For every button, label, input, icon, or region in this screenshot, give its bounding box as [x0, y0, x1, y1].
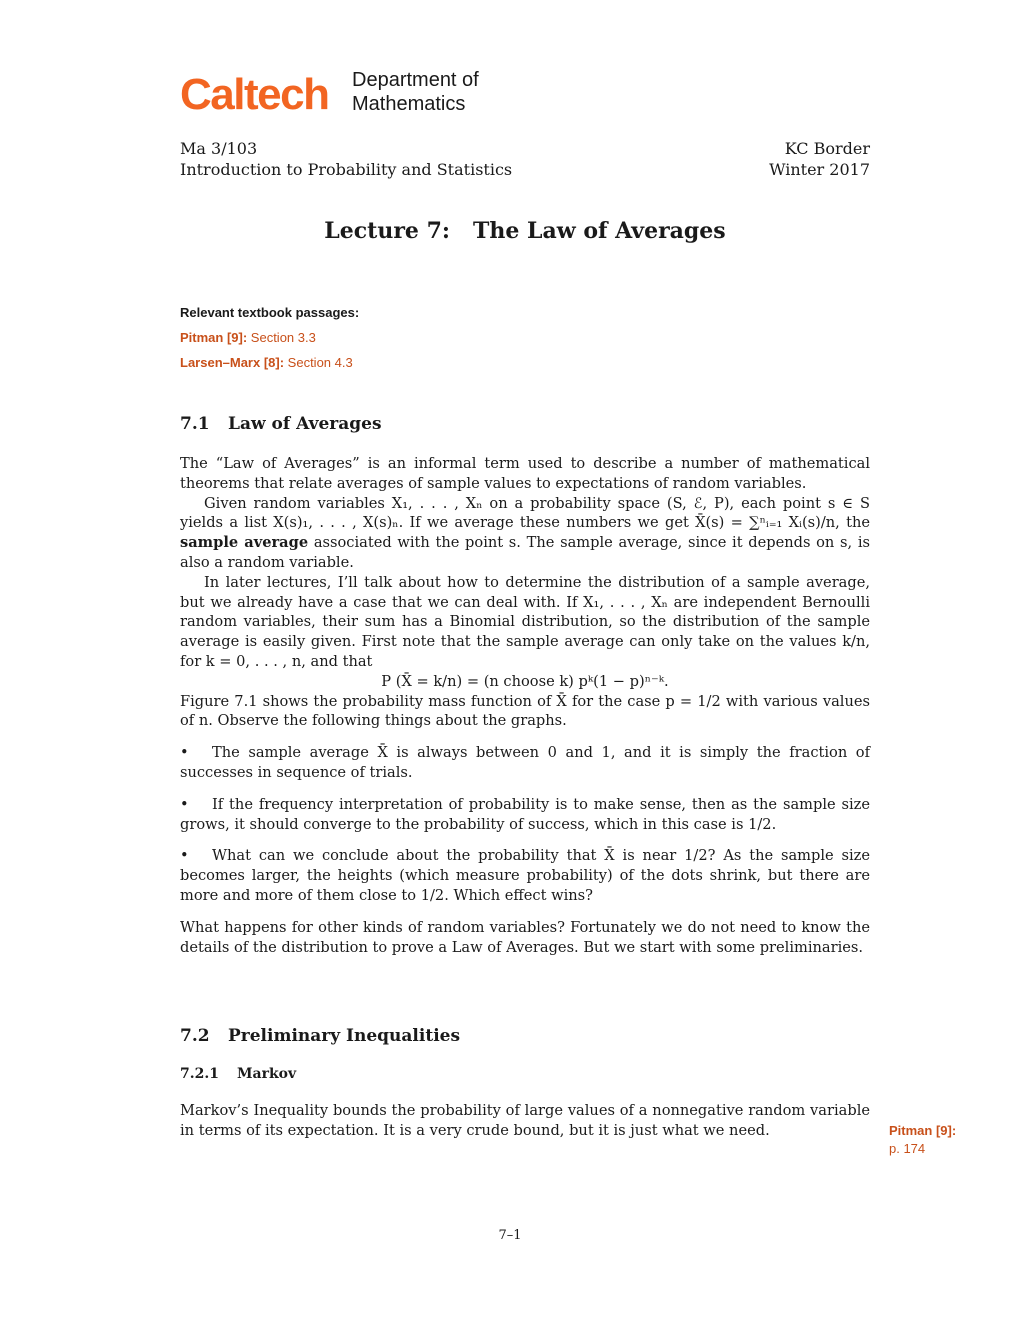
bullet-icon: • [180, 795, 189, 813]
bullet-icon: • [180, 744, 189, 762]
lecture-title: Lecture 7: The Law of Averages [324, 218, 726, 244]
ref-label[interactable]: Pitman [9]: [180, 330, 248, 345]
section-7-2-1-body [180, 1101, 870, 1141]
list-item [180, 795, 870, 835]
author-name: KC Border [784, 139, 870, 158]
course-number: Ma 3/103 [180, 139, 258, 158]
paragraph: What happens for other kinds of random variables? Fortunately we do not need to know the details of the distribution to prove a Law of Averages. But we start with some preliminaries. [180, 918, 870, 956]
binomial-formula: P (X̄ = k/n) = (n choose k) pᵏ(1 − p)ⁿ⁻ᵏ. [381, 672, 669, 690]
text-span: associated with the point s. The sample average, since it depends on s, is also a random variable. [180, 534, 870, 571]
term: Winter 2017 [769, 160, 870, 179]
section-title: Preliminary Inequalities [228, 1026, 461, 1046]
paragraph: In later lectures, I’ll talk about how to determine the distribution of a sample average, but we already have a case that we can deal with. If X₁, . . . , Xₙ are independent Bernoulli random variables, their sum has a Binomial distribution, so the distribution of the sample average is easily given. First note that the sample average can only take on the values k/n, for k = 0, . . . , n, and that [180, 573, 870, 670]
margin-page: p. 174 [889, 1141, 926, 1156]
relevant-heading: Relevant textbook passages: [180, 305, 360, 320]
caltech-logo: Caltech [180, 70, 329, 119]
section-number: 7.1 [180, 414, 210, 434]
subsection-number: 7.2.1 [180, 1066, 219, 1082]
paragraph [180, 494, 870, 573]
list-item [180, 743, 870, 783]
list-item [180, 846, 870, 905]
department-name [352, 68, 479, 116]
relevant-passages [180, 300, 359, 375]
bullet-icon: • [180, 847, 189, 865]
ref-label[interactable]: Larsen–Marx [8]: [180, 355, 285, 370]
text-span: What can we conclude about the probability that X̄ is near 1/2? As the sample size becomes larger, the heights (which measure probability) of the dots shrink, but there are more and more of them close to 1/2. Which effect wins? [180, 847, 870, 904]
text-span: If the frequency interpretation of probability is to make sense, then as the sample size grows, it should converge to the probability of success, which in this case is 1/2. [180, 795, 870, 833]
section-title: Law of Averages [228, 414, 382, 434]
ref-pitman [180, 325, 359, 350]
text-span: Given random variables X₁, . . . , Xₙ on a probability space (S, ℰ, P), each point s ∈ S yields a list X(s)₁, . . . , X(s)ₙ. If we average these numbers we get X̄(s) = ∑ⁿᵢ₌₁ Xᵢ(s)/n, the [180, 494, 870, 532]
author-info [769, 138, 870, 180]
term-sample-average: sample average [180, 534, 309, 552]
paragraph: Figure 7.1 shows the probability mass function of X̄ for the case p = 1/2 with various values of n. Observe the following things about the graphs. [180, 692, 870, 730]
dept-line-1: Department of [352, 69, 479, 91]
ref-section: Section 4.3 [287, 355, 353, 370]
margin-ref[interactable]: Pitman [9]: [889, 1123, 957, 1138]
section-heading-7-2 [180, 1026, 460, 1046]
section-heading-7-1 [180, 414, 382, 434]
paragraph: The “Law of Averages” is an informal term used to describe a number of mathematical theorems that relate averages of sample values to expectations of random variables. [180, 455, 870, 492]
dept-line-2: Mathematics [352, 93, 466, 115]
paragraph: Markov’s Inequality bounds the probability of large values of a nonnegative random variable in terms of its expectation. It is a very crude bound, but it is just what we need. [180, 1102, 870, 1139]
ref-larsen-marx [180, 350, 359, 375]
subsection-title: Markov [237, 1066, 297, 1082]
margin-note [889, 1122, 956, 1158]
course-title: Introduction to Probability and Statistics [180, 160, 513, 179]
section-number: 7.2 [180, 1026, 210, 1046]
subsection-heading-7-2-1 [180, 1066, 296, 1082]
text-span: The sample average X̄ is always between 0 and 1, and it is simply the fraction of successes in sequence of trials. [180, 744, 870, 781]
ref-section: Section 3.3 [250, 330, 316, 345]
section-7-1-body [180, 454, 870, 957]
page-number: 7–1 [498, 1228, 522, 1243]
course-info [180, 138, 512, 180]
